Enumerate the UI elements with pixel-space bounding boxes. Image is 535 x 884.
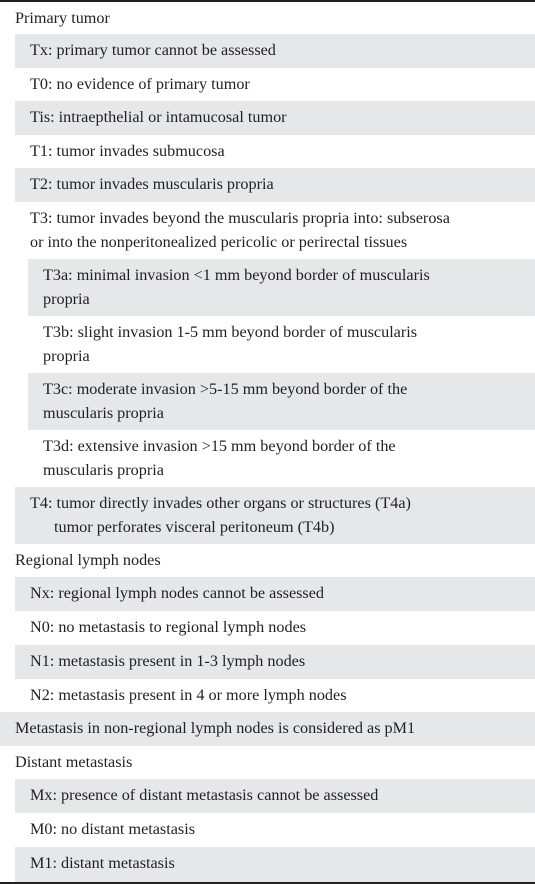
row-text-line-1: T3a: minimal invasion <1 mm beyond border of muscularis (43, 266, 430, 284)
row-text: Metastasis in non-regional lymph nodes is considered as pM1 (15, 719, 416, 737)
section-header-regional-lymph-nodes (0, 544, 535, 577)
table-row-m1 (15, 847, 535, 882)
row-text: N1: metastasis present in 1-3 lymph nodes (30, 652, 306, 670)
table-row-tx (15, 34, 535, 68)
table-row-t2 (15, 168, 535, 202)
row-text: T0: no evidence of primary tumor (30, 75, 250, 93)
table-row-n1 (15, 645, 535, 679)
section-header-primary-tumor (0, 2, 535, 34)
row-text: M0: no distant metastasis (30, 820, 196, 838)
row-text: Mx: presence of distant metastasis cannot be assessed (30, 786, 379, 804)
table-row-t3b (28, 316, 535, 373)
table-row-tis (15, 101, 535, 135)
row-text-line-2: or into the nonperitonealized pericolic or perirectal tissues (30, 233, 408, 251)
row-text: T2: tumor invades muscularis propria (30, 175, 274, 193)
table-row-t3c (28, 373, 535, 430)
row-text: Distant metastasis (15, 753, 133, 771)
table-row-t3 (15, 202, 535, 259)
table-row-t0 (15, 68, 535, 101)
row-text: Primary tumor (15, 9, 110, 27)
row-text-line-2: muscularis propria (43, 404, 164, 422)
row-text: M1: distant metastasis (30, 854, 175, 872)
row-text: N0: no metastasis to regional lymph nodes (30, 618, 307, 636)
row-text-line-2: propria (43, 290, 90, 308)
row-text-line-1: T3b: slight invasion 1-5 mm beyond border of muscularis (43, 323, 418, 341)
row-text: Nx: regional lymph nodes cannot be assessed (30, 584, 325, 602)
table-row-t3a (28, 259, 535, 316)
table-row-pm1-note (0, 712, 535, 746)
table-row-n2 (15, 679, 535, 712)
row-text-line-1: T3c: moderate invasion >5-15 mm beyond border of the (43, 380, 408, 398)
row-text: T1: tumor invades submucosa (30, 142, 225, 160)
row-text-line-2: tumor perforates visceral peritoneum (T4b) (54, 518, 335, 536)
row-text-line-2: propria (43, 347, 90, 365)
table-row-nx (15, 577, 535, 611)
row-text-line-1: T3: tumor invades beyond the muscularis propria into: subserosa (30, 209, 450, 227)
row-text: Tx: primary tumor cannot be assessed (30, 41, 276, 59)
row-text-line-1: T4: tumor directly invades other organs or structures (T4a) (30, 494, 411, 512)
table-row-t4 (15, 487, 535, 544)
table-row-m0 (15, 813, 535, 847)
row-text: Tis: intraepthelial or intamucosal tumor (30, 108, 287, 126)
row-text: N2: metastasis present in 4 or more lymph nodes (30, 686, 347, 704)
section-header-distant-metastasis (0, 746, 535, 779)
row-text: Regional lymph nodes (15, 551, 161, 569)
table-row-t3d (28, 430, 535, 487)
row-text-line-2: muscularis propria (43, 461, 164, 479)
table-row-t1 (15, 135, 535, 168)
row-text-line-1: T3d: extensive invasion >15 mm beyond border of the (43, 437, 396, 455)
table-row-mx (15, 779, 535, 813)
table-row-n0 (15, 611, 535, 645)
